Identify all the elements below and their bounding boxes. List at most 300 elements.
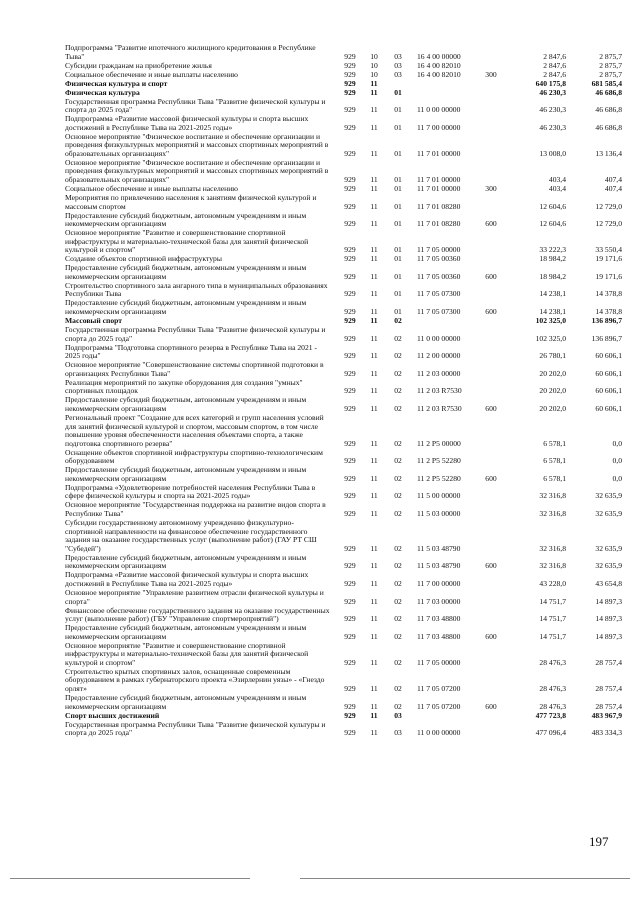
amount-year-1: 46 230,3 bbox=[539, 105, 566, 115]
target-article-code: 11 7 01 00000 bbox=[417, 175, 461, 185]
footer-rule-right bbox=[300, 878, 630, 879]
target-article-code bbox=[411, 712, 480, 721]
section-code: 11 bbox=[370, 578, 378, 588]
section-code: 11 bbox=[370, 684, 378, 694]
subsection-code: 02 bbox=[394, 657, 402, 667]
table-row bbox=[64, 282, 623, 300]
target-article-code: 11 7 03 48800 bbox=[417, 631, 461, 641]
expense-type-code bbox=[480, 721, 502, 739]
admin-code: 929 bbox=[344, 105, 356, 115]
table-row bbox=[64, 361, 623, 379]
amount-year-2: 2 875,7 bbox=[599, 69, 622, 79]
subsection-code: 01 bbox=[394, 271, 402, 281]
row-name: Основное мероприятие "Физическое воспитание и обеспечение организации и проведения физкультурных мероприятий и массовых спортивных мероприятий в образовательных организациях" bbox=[65, 131, 329, 158]
subsection-code: 01 bbox=[394, 201, 402, 211]
expense-type-code bbox=[480, 589, 502, 607]
amount-year-1: 640 175,8 bbox=[535, 78, 566, 88]
section-code: 11 bbox=[370, 316, 378, 326]
admin-code: 929 bbox=[344, 307, 356, 317]
row-name: Основное мероприятие "Совершенствование системы спортивной подготовки в организациях Республики Тыва" bbox=[65, 360, 324, 378]
expense-type-code bbox=[480, 712, 502, 721]
target-article-code: 11 2 03 R7530 bbox=[417, 386, 462, 396]
admin-code: 929 bbox=[344, 403, 356, 413]
subsection-code: 01 bbox=[394, 307, 402, 317]
admin-code: 929 bbox=[344, 245, 356, 255]
target-article-code: 11 5 03 48790 bbox=[417, 561, 461, 571]
section-code: 11 bbox=[370, 561, 378, 571]
section-code: 11 bbox=[370, 701, 378, 711]
amount-year-1: 28 476,3 bbox=[539, 701, 566, 711]
expense-type-code: 600 bbox=[485, 473, 497, 483]
table-row bbox=[64, 133, 623, 159]
table-row bbox=[64, 571, 623, 589]
table-row bbox=[64, 519, 623, 554]
target-article-code: 11 0 00 00000 bbox=[417, 728, 461, 738]
amount-year-1: 33 222,3 bbox=[539, 245, 566, 255]
expense-type-code: 600 bbox=[485, 219, 497, 229]
row-name: Реализация мероприятий по закупке оборудования для создания "умных" спортивных площадок bbox=[65, 377, 303, 396]
section-code: 11 bbox=[370, 491, 378, 501]
subsection-code: 01 bbox=[394, 87, 402, 97]
amount-year-1: 12 604,6 bbox=[539, 201, 566, 211]
section-code: 11 bbox=[370, 509, 378, 519]
section-code: 11 bbox=[370, 105, 378, 115]
amount-year-2: 14 378,8 bbox=[595, 307, 622, 317]
target-article-code: 11 2 P5 52280 bbox=[417, 456, 461, 466]
expense-type-code bbox=[480, 668, 502, 694]
amount-year-1: 43 228,0 bbox=[539, 578, 566, 588]
subsection-code: 01 bbox=[394, 289, 402, 299]
expense-type-code bbox=[480, 326, 502, 344]
row-name: Государственная программа Республики Тыва "Развитие физической культуры и спорта до 2025 года" bbox=[65, 719, 326, 738]
table-row bbox=[64, 44, 623, 62]
admin-code: 929 bbox=[344, 701, 356, 711]
amount-year-1: 2 847,6 bbox=[543, 51, 566, 61]
amount-year-2: 681 585,4 bbox=[591, 78, 622, 88]
amount-year-1: 6 578,1 bbox=[543, 438, 566, 448]
amount-year-1: 46 230,3 bbox=[539, 87, 566, 97]
target-article-code: 11 7 01 00000 bbox=[417, 148, 461, 158]
row-name: Социальное обеспечение и иные выплаты населению bbox=[65, 69, 238, 79]
target-article-code: 11 5 00 00000 bbox=[417, 491, 461, 501]
expense-type-code: 600 bbox=[485, 271, 497, 281]
admin-code: 929 bbox=[344, 728, 356, 738]
target-article-code: 11 7 00 00000 bbox=[417, 578, 461, 588]
row-name: Предоставление субсидий бюджетным, автономным учреждениям и иным некоммерческим организациям bbox=[65, 552, 307, 571]
subsection-code: 01 bbox=[394, 184, 402, 194]
admin-code: 929 bbox=[344, 201, 356, 211]
section-code: 11 bbox=[370, 307, 378, 317]
subsection-code: 01 bbox=[394, 148, 402, 158]
expense-type-code: 300 bbox=[485, 69, 497, 79]
target-article-code bbox=[411, 80, 480, 89]
admin-code: 929 bbox=[344, 289, 356, 299]
section-code: 11 bbox=[370, 184, 378, 194]
expense-type-code bbox=[480, 317, 502, 326]
amount-year-1: 2 847,6 bbox=[543, 69, 566, 79]
expense-type-code bbox=[480, 80, 502, 89]
expense-type-code bbox=[480, 115, 502, 133]
expense-type-code bbox=[480, 571, 502, 589]
expense-type-code: 600 bbox=[485, 403, 497, 413]
subsection-code: 02 bbox=[394, 561, 402, 571]
expense-type-code bbox=[480, 414, 502, 449]
admin-code: 929 bbox=[344, 351, 356, 361]
expense-type-code bbox=[480, 194, 502, 212]
amount-year-1: 32 316,8 bbox=[539, 561, 566, 571]
target-article-code: 11 7 05 00000 bbox=[417, 245, 461, 255]
row-name: Спорт высших достижений bbox=[65, 710, 160, 720]
amount-year-2: 14 897,3 bbox=[595, 631, 622, 641]
subsection-code: 02 bbox=[394, 631, 402, 641]
amount-year-2: 14 897,3 bbox=[595, 614, 622, 624]
table-row bbox=[64, 414, 623, 449]
amount-year-2: 13 136,4 bbox=[595, 148, 622, 158]
amount-year-2: 32 635,9 bbox=[595, 543, 622, 553]
row-name: Подпрограмма «Развитие массовой физической культуры и спорта высших достижений в Республике Тыва на 2021-2025 годы» bbox=[65, 570, 309, 588]
row-name: Предоставление субсидий бюджетным, автономным учреждениям и иным некоммерческим организациям bbox=[65, 210, 307, 229]
row-name: Предоставление субсидий бюджетным, автономным учреждениям и иным некоммерческим организациям bbox=[65, 263, 307, 281]
amount-year-2: 136 896,7 bbox=[591, 316, 622, 326]
section-code: 11 bbox=[370, 87, 378, 97]
admin-code: 929 bbox=[344, 271, 356, 281]
table-row bbox=[64, 642, 623, 668]
target-article-code: 11 7 05 00000 bbox=[417, 657, 461, 667]
row-name: Оснащение объектов спортивной инфраструктуры спортивно-технологическим оборудованием bbox=[65, 447, 323, 466]
amount-year-2: 32 635,9 bbox=[595, 509, 622, 519]
amount-year-1: 18 984,2 bbox=[539, 271, 566, 281]
section-code: 11 bbox=[370, 368, 378, 378]
target-article-code: 11 2 03 00000 bbox=[417, 368, 461, 378]
page-number: 197 bbox=[589, 834, 609, 849]
expense-type-code: 600 bbox=[485, 307, 497, 317]
section-code: 11 bbox=[370, 271, 378, 281]
expense-type-code bbox=[480, 344, 502, 362]
row-name: Региональный проект "Создание для всех категорий и групп населения условий для занятий физической культурой и спортом, массовым спортом, в том числе повышение уровня обеспеченности населения объектами спорта, а также подготовка спортивного резерва" bbox=[65, 412, 324, 448]
expense-type-code bbox=[480, 159, 502, 185]
admin-code: 929 bbox=[344, 60, 356, 70]
amount-year-2: 0,0 bbox=[612, 473, 622, 483]
target-article-code: 11 7 05 07300 bbox=[417, 289, 461, 299]
subsection-code: 03 bbox=[394, 710, 402, 720]
row-name: Предоставление субсидий бюджетным, автономным учреждениям и иным некоммерческим организациям bbox=[65, 623, 307, 641]
amount-year-1: 32 316,8 bbox=[539, 509, 566, 519]
amount-year-2: 2 875,7 bbox=[599, 51, 622, 61]
row-name: Основное мероприятие "Физическое воспитание и обеспечение организации и проведения физкультурных мероприятий и массовых спортивных мероприятий в образовательных организациях" bbox=[65, 157, 329, 185]
subsection-code: 02 bbox=[394, 473, 402, 483]
row-name: Строительство крытых спортивных залов, оснащенные современным оборудованием в рамках губернаторского проекта «Эзирлернин уязы» - «Гнездо орлят» bbox=[65, 666, 325, 694]
admin-code: 929 bbox=[344, 368, 356, 378]
section-code: 10 bbox=[370, 60, 378, 70]
row-name: Финансовое обеспечение государственного задания на оказание государственных услуг (выполнение работ) (ГБУ "Управление спортмероприятий") bbox=[65, 605, 330, 624]
amount-year-2: 43 654,8 bbox=[595, 578, 622, 588]
table-row bbox=[64, 668, 623, 694]
table-row bbox=[64, 554, 623, 572]
subsection-code: 02 bbox=[394, 438, 402, 448]
table-row bbox=[64, 299, 623, 317]
table-row bbox=[64, 396, 623, 414]
row-name: Подпрограмма «Развитие массовой физической культуры и спорта высших достижений в Республике Тыва на 2021-2025 годы» bbox=[65, 114, 309, 132]
target-article-code: 11 2 P5 00000 bbox=[417, 438, 461, 448]
row-name: Социальное обеспечение и иные выплаты населению bbox=[65, 184, 238, 194]
subsection-code: 02 bbox=[394, 386, 402, 396]
admin-code: 929 bbox=[344, 491, 356, 501]
amount-year-2: 60 606,1 bbox=[595, 386, 622, 396]
subsection-code: 02 bbox=[394, 596, 402, 606]
expense-type-code bbox=[480, 642, 502, 668]
amount-year-2: 407,4 bbox=[604, 175, 622, 185]
budget-table bbox=[64, 44, 623, 738]
admin-code: 929 bbox=[344, 596, 356, 606]
amount-year-2: 12 729,0 bbox=[595, 219, 622, 229]
subsection-code: 03 bbox=[394, 60, 402, 70]
section-code: 11 bbox=[370, 596, 378, 606]
subsection-code: 03 bbox=[394, 728, 402, 738]
target-article-code: 11 7 05 07200 bbox=[417, 684, 461, 694]
amount-year-2: 32 635,9 bbox=[595, 561, 622, 571]
amount-year-1: 403,4 bbox=[548, 184, 566, 194]
row-name: Субсидии государственному автономному учреждению физкультурно-спортивной направленности на финансовое обеспечение государственного задания на оказание государственных услуг (выполнение работ) (ГАУ РТ СШ "Субедей") bbox=[65, 518, 317, 553]
amount-year-1: 6 578,1 bbox=[543, 473, 566, 483]
amount-year-1: 6 578,1 bbox=[543, 456, 566, 466]
target-article-code: 11 7 05 07300 bbox=[417, 307, 461, 317]
admin-code: 929 bbox=[344, 456, 356, 466]
section-code: 11 bbox=[370, 201, 378, 211]
target-article-code: 11 2 P5 52280 bbox=[417, 473, 461, 483]
amount-year-1: 14 238,1 bbox=[539, 307, 566, 317]
amount-year-1: 403,4 bbox=[548, 175, 566, 185]
admin-code: 929 bbox=[344, 657, 356, 667]
admin-code: 929 bbox=[344, 578, 356, 588]
admin-code: 929 bbox=[344, 543, 356, 553]
admin-code: 929 bbox=[344, 69, 356, 79]
amount-year-2: 2 875,7 bbox=[599, 60, 622, 70]
target-article-code: 11 7 03 00000 bbox=[417, 596, 461, 606]
target-article-code: 11 0 00 00000 bbox=[417, 333, 461, 343]
amount-year-2: 0,0 bbox=[612, 456, 622, 466]
row-name: Субсидии гражданам на приобретение жилья bbox=[65, 60, 212, 70]
section-code: 11 bbox=[370, 631, 378, 641]
section-code: 11 bbox=[370, 289, 378, 299]
admin-code: 929 bbox=[344, 710, 356, 720]
amount-year-1: 2 847,6 bbox=[543, 60, 566, 70]
expense-type-code bbox=[480, 282, 502, 300]
amount-year-2: 19 171,6 bbox=[595, 254, 622, 264]
amount-year-2: 46 686,8 bbox=[595, 122, 622, 132]
section-code: 11 bbox=[370, 710, 378, 720]
target-article-code: 11 5 03 48790 bbox=[417, 543, 461, 553]
row-name: Мероприятия по привлечению населения к занятиям физической культурой и массовым спортом bbox=[65, 193, 317, 211]
expense-type-code bbox=[480, 607, 502, 625]
target-article-code: 11 2 03 R7530 bbox=[417, 403, 462, 413]
subsection-code: 02 bbox=[394, 333, 402, 343]
amount-year-1: 26 780,1 bbox=[539, 351, 566, 361]
expense-type-code bbox=[480, 255, 502, 264]
section-code: 11 bbox=[370, 728, 378, 738]
target-article-code: 16 4 00 82010 bbox=[417, 60, 461, 70]
target-article-code: 11 7 01 00000 bbox=[417, 184, 461, 194]
amount-year-2: 33 550,4 bbox=[595, 245, 622, 255]
amount-year-2: 28 757,4 bbox=[595, 657, 622, 667]
amount-year-1: 102 325,0 bbox=[535, 333, 566, 343]
amount-year-1: 20 202,0 bbox=[539, 386, 566, 396]
subsection-code: 02 bbox=[394, 684, 402, 694]
row-name: Физическая культура bbox=[65, 87, 140, 97]
expense-type-code bbox=[480, 519, 502, 554]
admin-code: 929 bbox=[344, 473, 356, 483]
expense-type-code bbox=[480, 379, 502, 397]
subsection-code: 03 bbox=[394, 69, 402, 79]
admin-code: 929 bbox=[344, 438, 356, 448]
footer-rule-left bbox=[10, 878, 250, 879]
target-article-code: 11 7 03 48800 bbox=[417, 614, 461, 624]
amount-year-1: 28 476,3 bbox=[539, 684, 566, 694]
amount-year-1: 20 202,0 bbox=[539, 403, 566, 413]
amount-year-1: 477 096,4 bbox=[535, 728, 566, 738]
section-code: 11 bbox=[370, 175, 378, 185]
amount-year-2: 60 606,1 bbox=[595, 403, 622, 413]
row-name: Государственная программа Республики Тыва "Развитие физической культуры и спорта до 2025 года" bbox=[65, 96, 326, 115]
amount-year-2: 28 757,4 bbox=[595, 701, 622, 711]
expense-type-code bbox=[480, 229, 502, 255]
table-row bbox=[64, 589, 623, 607]
table-row bbox=[64, 344, 623, 362]
target-article-code: 11 5 03 00000 bbox=[417, 509, 461, 519]
table-row bbox=[64, 212, 623, 230]
target-article-code: 11 7 05 00360 bbox=[417, 271, 461, 281]
table-row bbox=[64, 466, 623, 484]
section-code: 11 bbox=[370, 78, 378, 88]
subsection-code: 02 bbox=[394, 578, 402, 588]
amount-year-1: 12 604,6 bbox=[539, 219, 566, 229]
amount-year-2: 136 896,7 bbox=[591, 333, 622, 343]
target-article-code: 16 4 00 82010 bbox=[417, 69, 461, 79]
section-code: 11 bbox=[370, 351, 378, 361]
amount-year-2: 60 606,1 bbox=[595, 368, 622, 378]
target-article-code: 11 7 00 00000 bbox=[417, 122, 461, 132]
admin-code: 929 bbox=[344, 184, 356, 194]
table-row bbox=[64, 484, 623, 502]
expense-type-code bbox=[480, 501, 502, 519]
table-row bbox=[64, 694, 623, 712]
amount-year-2: 28 757,4 bbox=[595, 684, 622, 694]
amount-year-2: 483 967,9 bbox=[591, 710, 622, 720]
subsection-code: 01 bbox=[394, 175, 402, 185]
amount-year-2: 60 606,1 bbox=[595, 351, 622, 361]
section-code: 11 bbox=[370, 122, 378, 132]
admin-code: 929 bbox=[344, 87, 356, 97]
section-code: 11 bbox=[370, 148, 378, 158]
table-row bbox=[64, 194, 623, 212]
subsection-code: 02 bbox=[394, 614, 402, 624]
section-code: 11 bbox=[370, 403, 378, 413]
table-row bbox=[64, 607, 623, 625]
amount-year-1: 14 751,7 bbox=[539, 596, 566, 606]
subsection-code: 02 bbox=[394, 701, 402, 711]
amount-year-1: 32 316,8 bbox=[539, 491, 566, 501]
row-name: Предоставление субсидий бюджетным, автономным учреждениям и иным некоммерческим организациям bbox=[65, 465, 307, 483]
section-code: 11 bbox=[370, 438, 378, 448]
amount-year-1: 32 316,8 bbox=[539, 543, 566, 553]
subsection-code: 03 bbox=[394, 51, 402, 61]
section-code: 11 bbox=[370, 614, 378, 624]
admin-code: 929 bbox=[344, 509, 356, 519]
section-code: 11 bbox=[370, 473, 378, 483]
subsection-code: 01 bbox=[394, 254, 402, 264]
table-row bbox=[64, 379, 623, 397]
subsection-code: 02 bbox=[394, 403, 402, 413]
table-row bbox=[64, 115, 623, 133]
expense-type-code bbox=[480, 449, 502, 467]
expense-type-code bbox=[480, 133, 502, 159]
amount-year-2: 483 334,3 bbox=[591, 728, 622, 738]
row-name: Предоставление субсидий бюджетным, автономным учреждениям и иным некоммерческим организациям bbox=[65, 395, 307, 413]
amount-year-2: 12 729,0 bbox=[595, 201, 622, 211]
table-row bbox=[64, 624, 623, 642]
amount-year-2: 14 378,8 bbox=[595, 289, 622, 299]
row-name: Подпрограмма "Подготовка спортивного резерва в Республике Тыва на 2021 - 2025 годы" bbox=[65, 342, 318, 361]
table-row bbox=[64, 229, 623, 255]
amount-year-1: 14 751,7 bbox=[539, 631, 566, 641]
row-name: Государственная программа Республики Тыва "Развитие физической культуры и спорта до 2025 года" bbox=[65, 325, 326, 343]
target-article-code: 11 7 01 08280 bbox=[417, 219, 461, 229]
row-name: Основное мероприятие "Государственная поддержка на развитие видов спорта в Республике Тыва" bbox=[65, 500, 326, 519]
admin-code: 929 bbox=[344, 148, 356, 158]
admin-code: 929 bbox=[344, 386, 356, 396]
row-name: Подпрограмма «Удовлетворение потребностей населения Республики Тыва в сфере физической культуры и спорта на 2021-2025 годы» bbox=[65, 482, 316, 501]
section-code: 11 bbox=[370, 543, 378, 553]
table-row bbox=[64, 98, 623, 116]
subsection-code: 01 bbox=[394, 219, 402, 229]
row-name: Предоставление субсидий бюджетным, автономным учреждениям и иным некоммерческим организациям bbox=[65, 298, 307, 317]
subsection-code: 02 bbox=[394, 543, 402, 553]
amount-year-1: 20 202,0 bbox=[539, 368, 566, 378]
table-row bbox=[64, 449, 623, 467]
section-code: 11 bbox=[370, 245, 378, 255]
subsection-code: 01 bbox=[394, 105, 402, 115]
row-name: Массовый спорт bbox=[65, 316, 123, 326]
target-article-code bbox=[411, 317, 480, 326]
amount-year-1: 46 230,3 bbox=[539, 122, 566, 132]
expense-type-code: 300 bbox=[485, 184, 497, 194]
admin-code: 929 bbox=[344, 254, 356, 264]
admin-code: 929 bbox=[344, 175, 356, 185]
subsection-code: 02 bbox=[394, 351, 402, 361]
amount-year-2: 19 171,6 bbox=[595, 271, 622, 281]
expense-type-code: 600 bbox=[485, 631, 497, 641]
amount-year-1: 14 751,7 bbox=[539, 614, 566, 624]
table-row bbox=[64, 501, 623, 519]
table-row bbox=[64, 264, 623, 282]
section-code: 11 bbox=[370, 254, 378, 264]
subsection-code: 01 bbox=[394, 122, 402, 132]
target-article-code: 11 7 05 00360 bbox=[417, 254, 461, 264]
amount-year-1: 102 325,0 bbox=[535, 316, 566, 326]
section-code: 11 bbox=[370, 386, 378, 396]
row-name: Основное мероприятие "Управление развитием отрасли физической культуры и спорта" bbox=[65, 587, 324, 606]
amount-year-2: 46 686,8 bbox=[595, 87, 622, 97]
row-name: Предоставление субсидий бюджетным, автономным учреждениям и иным некоммерческим организациям bbox=[65, 693, 307, 711]
row-name: Физическая культура и спорт bbox=[65, 78, 168, 88]
table-row bbox=[64, 326, 623, 344]
row-name: Создание объектов спортивной инфраструктуры bbox=[65, 254, 222, 264]
expense-type-code bbox=[480, 98, 502, 116]
amount-year-1: 18 984,2 bbox=[539, 254, 566, 264]
admin-code: 929 bbox=[344, 333, 356, 343]
row-name: Строительство спортивного зала ангарного типа в муниципальных образованиях Республики Тыва bbox=[65, 280, 328, 299]
amount-year-2: 407,4 bbox=[604, 184, 622, 194]
admin-code: 929 bbox=[344, 78, 356, 88]
